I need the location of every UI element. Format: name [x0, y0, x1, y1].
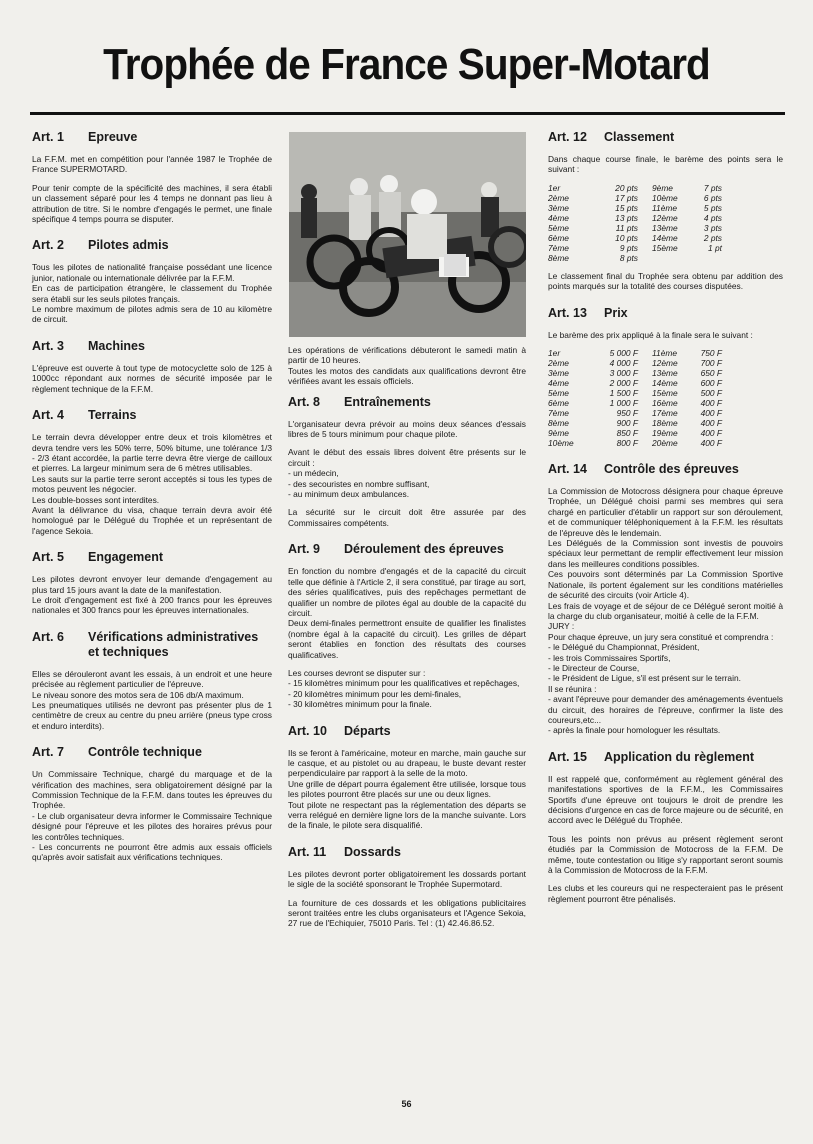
table-cell: 2 000 F [609, 378, 638, 389]
table-cell: 1er [548, 348, 561, 359]
table-row [548, 253, 722, 263]
article-paragraph: Avant le début des essais libres doivent être présents sur le circuit : - un médecin, - des secouristes en nombre suffisant, - au minimum deux ambulances. [288, 447, 526, 500]
article-paragraph: La Commission de Motocross désignera pour chaque épreuve Trophée, un Délégué choisi parmi ses membres qui sera chargé en particulier d'établir un rapport sur son déroulement, et de communiquer téléphoniquement à la F.F.M. les résultats de l'épreuve dès le lendemain. Les Délégués de la Commission sont investis de pouvoirs spéciaux leur permettant de remplir effectivement leur mission dans les meilleures conditions possibles. Ces pouvoirs sont déterminés par La Commission Sportive Nationale, ils portent également sur les conditions matérielles de sécurité des circuits (voir Article 4). Les frais de voyage et de séjour de ce Délégué seront moitié à la charge du club organisateur, moitié à celle de la F.F.M. JURY : Pour chaque épreuve, un jury sera constitué et comprendra : - le Délégué du Championnat, Président, - les trois Commissaires Sportifs, - le Directeur de Course, - le Président de Ligue, s'il est présent sur le terrain. Il se réunira : - avant l'épreuve pour demander des aménagements éventuels du circuit, des horaires de l'épreuve, confirmer la liste des coureurs,etc... - après la finale pour homologuer les résultats. [548, 486, 783, 736]
table-cell: 9ème [652, 182, 673, 193]
table-cell: 14ème [652, 378, 678, 389]
article-number: Art. 10 [288, 723, 327, 738]
article-heading [548, 306, 783, 321]
table-row [548, 408, 722, 418]
table-cell: 11ème [652, 202, 677, 213]
article-heading [32, 550, 272, 565]
article-12 [548, 130, 783, 292]
table-cell: 5ème [548, 222, 569, 233]
article-paragraph: Les pilotes devront envoyer leur demande d'engagement au plus tard 15 jours avant la date de la manifestation. Le droit d'engagement est fixé à 200 francs pour les épreuves nationales et 300 francs pour les épreuves internationales. [32, 574, 272, 616]
article-heading [548, 130, 783, 145]
article-paragraph: Dans chaque course finale, le barème des points sera le suivant : [548, 154, 783, 175]
article-heading [288, 724, 526, 739]
table-cell: 400 F [700, 438, 722, 449]
article-number: Art. 8 [288, 394, 320, 409]
article-heading [32, 238, 272, 253]
article-paragraph: Tous les points non prévus au présent règlement seront étudiés par la Commission de Motocross de la F.F.M. De même, toute contestation ou litige s'y rapportant seront soumis à la Commission de Motocross de la F.F.M. [548, 833, 783, 876]
table-row [548, 348, 722, 358]
column-right [548, 130, 783, 918]
article-paragraph: Les clubs et les coureurs qui ne respecteraient pas le présent règlement pourront être pénalisés. [548, 883, 783, 904]
table-cell: 20ème [652, 438, 678, 449]
article-heading [32, 630, 272, 660]
table-cell: 900 F [616, 418, 638, 429]
table-cell: 1er [548, 182, 561, 193]
article-number: Art. 7 [32, 745, 64, 760]
article-heading [32, 130, 272, 145]
table-row [548, 398, 722, 408]
article-paragraph: En fonction du nombre d'engagés et de la capacité du circuit telle que définie à l'Article 2, il sera constitué, par tirage au sort, des séries qualificatives, puis des repêchages permettant de qualifier un nombre de pilotes égal au double de la capacité du circuit. Deux demi-finales permettront ensuite de qualifier les finalistes (nombre égal à la capacité du circuit). Les grilles de départ seront établies en fonction des résultats des courses qualificatives. [288, 566, 526, 660]
article-number: Art. 3 [32, 338, 64, 353]
article-1 [32, 130, 272, 224]
article-title: Déroulement des épreuves [344, 542, 504, 557]
table-cell: 3ème [548, 368, 569, 379]
article-paragraph: Pour tenir compte de la spécificité des machines, il sera établi un classement séparé pour les 4 temps ne donnant pas lieu à attribution de titre. Si le nombre d'engagés le permet, une finale spécifique 4 temps pourra se disputer. [32, 182, 272, 225]
table-cell: 11 pts [615, 222, 638, 233]
article-10 [288, 724, 526, 831]
page-title: Trophée de France Super-Motard [103, 40, 710, 89]
article-title: Terrains [88, 408, 137, 423]
page-number: 56 [401, 1099, 412, 1109]
table-row [548, 243, 722, 253]
article-15 [548, 750, 783, 904]
article-title: Application du règlement [604, 749, 755, 764]
table-cell: 500 F [700, 388, 722, 399]
title-rule [30, 112, 785, 115]
table-cell: 400 F [700, 408, 722, 419]
table-cell: 5ème [548, 388, 569, 399]
table-cell: 20 pts [615, 182, 638, 193]
article-number: Art. 9 [288, 542, 320, 557]
table-row [548, 233, 722, 243]
table-cell: 12ème [652, 358, 678, 369]
article-number: Art. 4 [32, 408, 64, 423]
table-cell: 700 F [700, 358, 722, 369]
article-number: Art. 1 [32, 130, 64, 144]
table-cell: 16ème [652, 398, 678, 409]
article-heading [288, 395, 526, 410]
table-cell: 15 pts [615, 202, 638, 213]
scale-table [548, 348, 722, 448]
article-6 [32, 630, 272, 731]
table-cell: 8 pts [619, 252, 638, 263]
article-8 [288, 395, 526, 529]
table-cell: 650 F [700, 368, 722, 379]
table-row [548, 438, 722, 448]
table-cell: 7ème [548, 408, 569, 419]
article-paragraph: Ils se feront à l'américaine, moteur en marche, main gauche sur le casque, et au pistolet ou au drapeau, le buste devant rester perpendiculaire par rapport à la selle de la moto. Une grille de départ pourra également être utilisée, lorsque tous les pilotes pourront être placés sur une ou deux lignes. Tout pilote ne respectant pas la réglementation des départs se verra relégué en dernière ligne lors de la manche suivante. Lors de la finale, le pilote sera disqualifié. [288, 747, 526, 831]
table-row [548, 418, 722, 428]
table-cell: 6 pts [703, 192, 722, 203]
table-cell: 9 pts [619, 242, 638, 253]
table-row [548, 203, 722, 213]
article-title: Pilotes admis [88, 238, 169, 253]
article-number: Art. 11 [288, 844, 327, 859]
table-cell: 15ème [652, 388, 678, 399]
table-cell: 4ème [548, 378, 569, 389]
table-cell: 14ème [652, 232, 678, 243]
table-cell: 4ème [548, 212, 569, 223]
article-number: Art. 2 [32, 238, 64, 253]
table-cell: 7ème [548, 242, 569, 253]
table-cell: 750 F [700, 348, 722, 359]
article-paragraph: L'épreuve est ouverte à tout type de motocyclette solo de 125 à 1000cc répondant aux normes de sécurité imposée par le règlement technique de la F.F.M. [32, 362, 272, 394]
table-row [548, 223, 722, 233]
article-4 [32, 408, 272, 536]
table-cell: 400 F [700, 418, 722, 429]
article-paragraph: La sécurité sur le circuit doit être assurée par des Commissaires compétents. [288, 507, 526, 528]
table-cell: 1 000 F [609, 398, 638, 409]
column-middle [288, 130, 526, 943]
article-paragraph: Il est rappelé que, conformément au règlement général des manifestations sportives de la F.F.M., les Commissaires Sportifs d'une épreuve ont toujours le droit de prendre les décisions d'urgence en cas de force majeure ou de sécurité, en accord avec le Délégué du Trophée. [548, 773, 783, 826]
article-title: Vérifications administratives et techniques [88, 629, 259, 659]
table-cell: 6ème [548, 232, 569, 243]
table-row [548, 378, 722, 388]
article-number: Art. 13 [548, 305, 587, 320]
article-title: Machines [88, 338, 145, 353]
table-cell: 12ème [652, 212, 678, 223]
article-title: Prix [604, 305, 628, 320]
article-paragraph: L'organisateur devra prévoir au moins deux séances d'essais libres de 5 tours minimum pour chaque pilote. [288, 418, 526, 440]
article-heading [548, 750, 783, 765]
table-cell: 5 000 F [609, 348, 638, 359]
article-11 [288, 845, 526, 929]
table-cell: 17ème [652, 408, 678, 419]
article-number: Art. 14 [548, 462, 587, 477]
article-paragraph: Le terrain devra développer entre deux et trois kilomètres et devra tendre vers les 50% terre, 50% bitume, une tolérance 1/3 - 2/3 étant accordée, la partie terre devra être vierge de cailloux et pierres. La largeur minimum sera de 6 mètres utilisables. Les sauts sur la partie terre seront acceptés si tous les types de motos peuvent les négocier. Les double-bosses sont interdites. Avant la délivrance du visa, chaque terrain devra avoir été homologué par le Délégué du Trophée et un représentant de l'agence Sekoia. [32, 432, 272, 536]
table-cell: 15ème [652, 242, 678, 253]
table-cell: 13ème [652, 222, 678, 233]
article-3 [32, 339, 272, 394]
table-cell: 2 pts [703, 232, 722, 243]
article-number: Art. 5 [32, 550, 64, 565]
table-row [548, 358, 722, 368]
scale-table [548, 183, 722, 263]
article-number: Art. 12 [548, 130, 587, 144]
article-heading [32, 745, 272, 760]
table-row [548, 428, 722, 438]
article-paragraph: Les pilotes devront porter obligatoirement les dossards portant le sigle de la société sponsorant le Trophée Supermotard. [288, 868, 526, 890]
table-row [548, 193, 722, 203]
article-9 [288, 542, 526, 709]
table-row [548, 368, 722, 378]
table-cell: 1 pt [708, 242, 722, 253]
article-paragraph: Un Commissaire Technique, chargé du marquage et de la vérification des machines, sera obligatoirement désigné par la Commission Technique de la F.F.M. dans toutes les épreuves du Trophée. - Le club organisateur devra informer le Commissaire Technique désigné pour l'épreuve et les pilotes des horaires prévus pour les contrôles techniques. - Les concurrents ne pourront être admis aux essais officiels qu'après avoir satisfait aux vérifications techniques. [32, 769, 272, 863]
article-paragraph: Tous les pilotes de nationalité française possédant une licence junior, nationale ou internationale délivrée par la F.F.M. En cas de participation étrangère, le classement du Trophée sera établi sur les seuls pilotes français. Le nombre maximum de pilotes admis sera de 10 au kilomètre de circuit. [32, 262, 272, 325]
table-cell: 6ème [548, 398, 569, 409]
table-cell: 800 F [616, 438, 638, 449]
article-title: Epreuve [88, 130, 138, 144]
table-cell [682, 253, 722, 263]
table-cell: 3ème [548, 202, 569, 213]
table-cell: 3 pts [703, 222, 722, 233]
article-heading [32, 339, 272, 354]
article-heading [288, 845, 526, 860]
article-title: Entraînements [344, 394, 431, 409]
article-title: Contrôle technique [88, 745, 202, 760]
article-5 [32, 550, 272, 616]
photo-caption: Les opérations de vérifications débuteront le samedi matin à partir de 10 heures. Toutes les motos des candidats aux qualifications devront être vérifiées avant les essais officiels. [288, 345, 526, 387]
article-number: Art. 15 [548, 749, 587, 764]
table-cell: 11ème [652, 348, 677, 359]
article-paragraph: Le classement final du Trophée sera obtenu par addition des points marqués sur la totalité des courses disputées. [548, 270, 783, 292]
table-cell: 13ème [652, 368, 678, 379]
table-cell: 400 F [700, 428, 722, 439]
table-cell: 13 pts [615, 212, 638, 223]
article-paragraph: Les courses devront se disputer sur : - 15 kilomètres minimum pour les qualificatives et repêchages, - 20 kilomètres minimum pour les demi-finales, - 30 kilomètres minimum pour la finale. [288, 667, 520, 710]
table-cell [638, 253, 682, 263]
table-row [548, 183, 722, 193]
article-7 [32, 745, 272, 863]
article-2 [32, 238, 272, 324]
article-heading [548, 462, 783, 477]
article-paragraph: La F.F.M. met en compétition pour l'année 1987 le Trophée de France SUPERMOTARD. [32, 154, 272, 175]
table-row [548, 213, 722, 223]
table-cell: 7 pts [703, 182, 722, 193]
article-title: Dossards [344, 844, 401, 859]
table-cell: 950 F [616, 408, 638, 419]
article-number: Art. 6 [32, 629, 64, 644]
table-cell: 18ème [652, 418, 678, 429]
table-cell: 9ème [548, 428, 569, 439]
article-title: Contrôle des épreuves [604, 462, 739, 477]
table-row [548, 388, 722, 398]
article-title: Départs [344, 723, 391, 738]
table-cell: 3 000 F [609, 368, 638, 379]
table-cell: 8ème [548, 418, 569, 429]
table-cell: 5 pts [703, 202, 722, 213]
table-cell: 850 F [616, 428, 638, 439]
article-heading [288, 542, 526, 557]
article-title: Classement [604, 130, 675, 144]
table-cell: 8ème [548, 252, 569, 263]
table-cell: 4 pts [703, 212, 722, 223]
article-14 [548, 462, 783, 736]
table-cell: 4 000 F [609, 358, 638, 369]
article-paragraph: Le barème des prix appliqué à la finale sera le suivant : [548, 329, 753, 340]
table-cell: 17 pts [615, 192, 638, 203]
table-cell: 2ème [548, 192, 569, 203]
article-paragraph: La fourniture de ces dossards et les obligations publicitaires seront traitées entre les clubs organisateurs et l'Agence Sekoia, 27 rue de l'Echiquier, 75010 Paris. Tel : (1) 42.46.86.52. [288, 897, 526, 929]
column-left [32, 130, 272, 877]
article-heading [32, 408, 272, 423]
article-title: Engagement [88, 550, 164, 565]
table-cell: 400 F [700, 398, 722, 409]
table-cell: 600 F [700, 378, 722, 389]
article-13 [548, 306, 783, 448]
table-cell: 10ème [548, 438, 574, 449]
table-cell: 19ème [652, 428, 678, 439]
table-cell: 10 pts [615, 232, 638, 243]
table-cell: 10ème [652, 192, 678, 203]
table-cell: 2ème [548, 358, 569, 369]
table-cell: 1 500 F [609, 388, 638, 399]
article-paragraph: Elles se dérouleront avant les essais, à un endroit et une heure précisée au règlement particulier de l'épreuve. Le niveau sonore des motos sera de 106 db/A maximum. Les pneumatiques utilisés ne devront pas présenter plus de 1 centimètre de creux au centre du pneu arrière (pneus type cross et enduro interdits). [32, 668, 272, 731]
